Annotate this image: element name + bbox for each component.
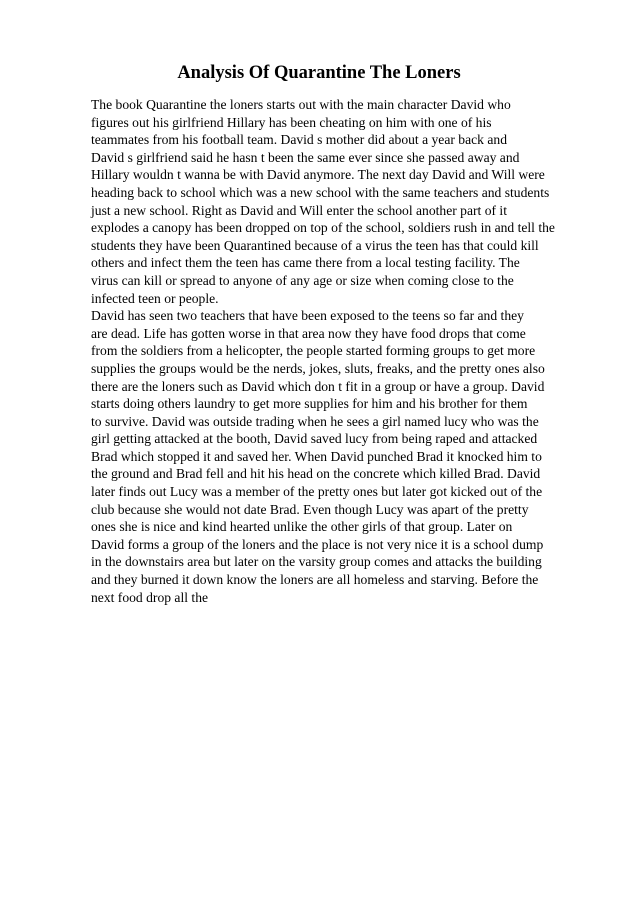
body-line: Hillary wouldn t wanna be with David anymore. The next day David and Will were bbox=[91, 167, 545, 183]
body-line: starts doing others laundry to get more supplies for him and his brother for them bbox=[91, 396, 528, 412]
body-line: explodes a canopy has been dropped on top of the school, soldiers rush in and tell the bbox=[91, 220, 555, 236]
body-line: next food drop all the bbox=[91, 589, 209, 605]
body-line: heading back to school which was a new school with the same teachers and students bbox=[91, 184, 550, 200]
body-line: The book Quarantine the loners starts out with the main character David who bbox=[91, 97, 511, 112]
body-line: girl getting attacked at the booth, David saved lucy from being raped and attacked bbox=[91, 431, 538, 447]
document-body bbox=[91, 96, 611, 606]
body-line: later finds out Lucy was a member of the pretty ones but later got kicked out of the bbox=[91, 484, 543, 500]
document-title: Analysis Of Quarantine The Loners bbox=[177, 63, 461, 83]
body-line: from the soldiers from a helicopter, the people started forming groups to get more bbox=[91, 343, 536, 359]
body-line: students they have been Quarantined because of a virus the teen has that could kill bbox=[91, 237, 539, 253]
body-line: David s girlfriend said he hasn t been the same ever since she passed away and bbox=[91, 149, 520, 165]
body-line: are dead. Life has gotten worse in that area now they have food drops that come bbox=[91, 325, 526, 341]
body-line: figures out his girlfriend Hillary has been cheating on him with one of his bbox=[91, 114, 492, 130]
body-line: just a new school. Right as David and Will enter the school another part of it bbox=[91, 202, 507, 218]
body-line: infected teen or people. bbox=[91, 290, 219, 306]
body-line: the ground and Brad fell and hit his head on the concrete which killed Brad. David bbox=[91, 466, 541, 482]
body-line: to survive. David was outside trading when he sees a girl named lucy who was the bbox=[91, 413, 539, 429]
body-line: and they burned it down know the loners are all homeless and starving. Before the bbox=[91, 572, 539, 588]
body-line: others and infect them the teen has came there from a local testing facility. The bbox=[91, 255, 520, 271]
body-line: teammates from his football team. David s mother did about a year back and bbox=[91, 132, 507, 148]
body-line: David has seen two teachers that have been exposed to the teens so far and they bbox=[91, 308, 524, 324]
body-line: there are the loners such as David which don t fit in a group or have a group. David bbox=[91, 378, 545, 394]
body-line: ones she is nice and kind hearted unlike the other girls of that group. Later on bbox=[91, 519, 513, 535]
body-line: in the downstairs area but later on the varsity group comes and attacks the building bbox=[91, 554, 542, 570]
body-line: Brad which stopped it and saved her. When David punched Brad it knocked him to bbox=[91, 448, 542, 464]
body-line: David forms a group of the loners and the place is not very nice it is a school dump bbox=[91, 536, 544, 552]
body-line: supplies the groups would be the nerds, jokes, sluts, freaks, and the pretty ones also bbox=[91, 360, 545, 376]
body-line: virus can kill or spread to anyone of any age or size when coming close to the bbox=[91, 272, 514, 288]
body-line: club because she would not date Brad. Even though Lucy was apart of the pretty bbox=[91, 501, 529, 517]
